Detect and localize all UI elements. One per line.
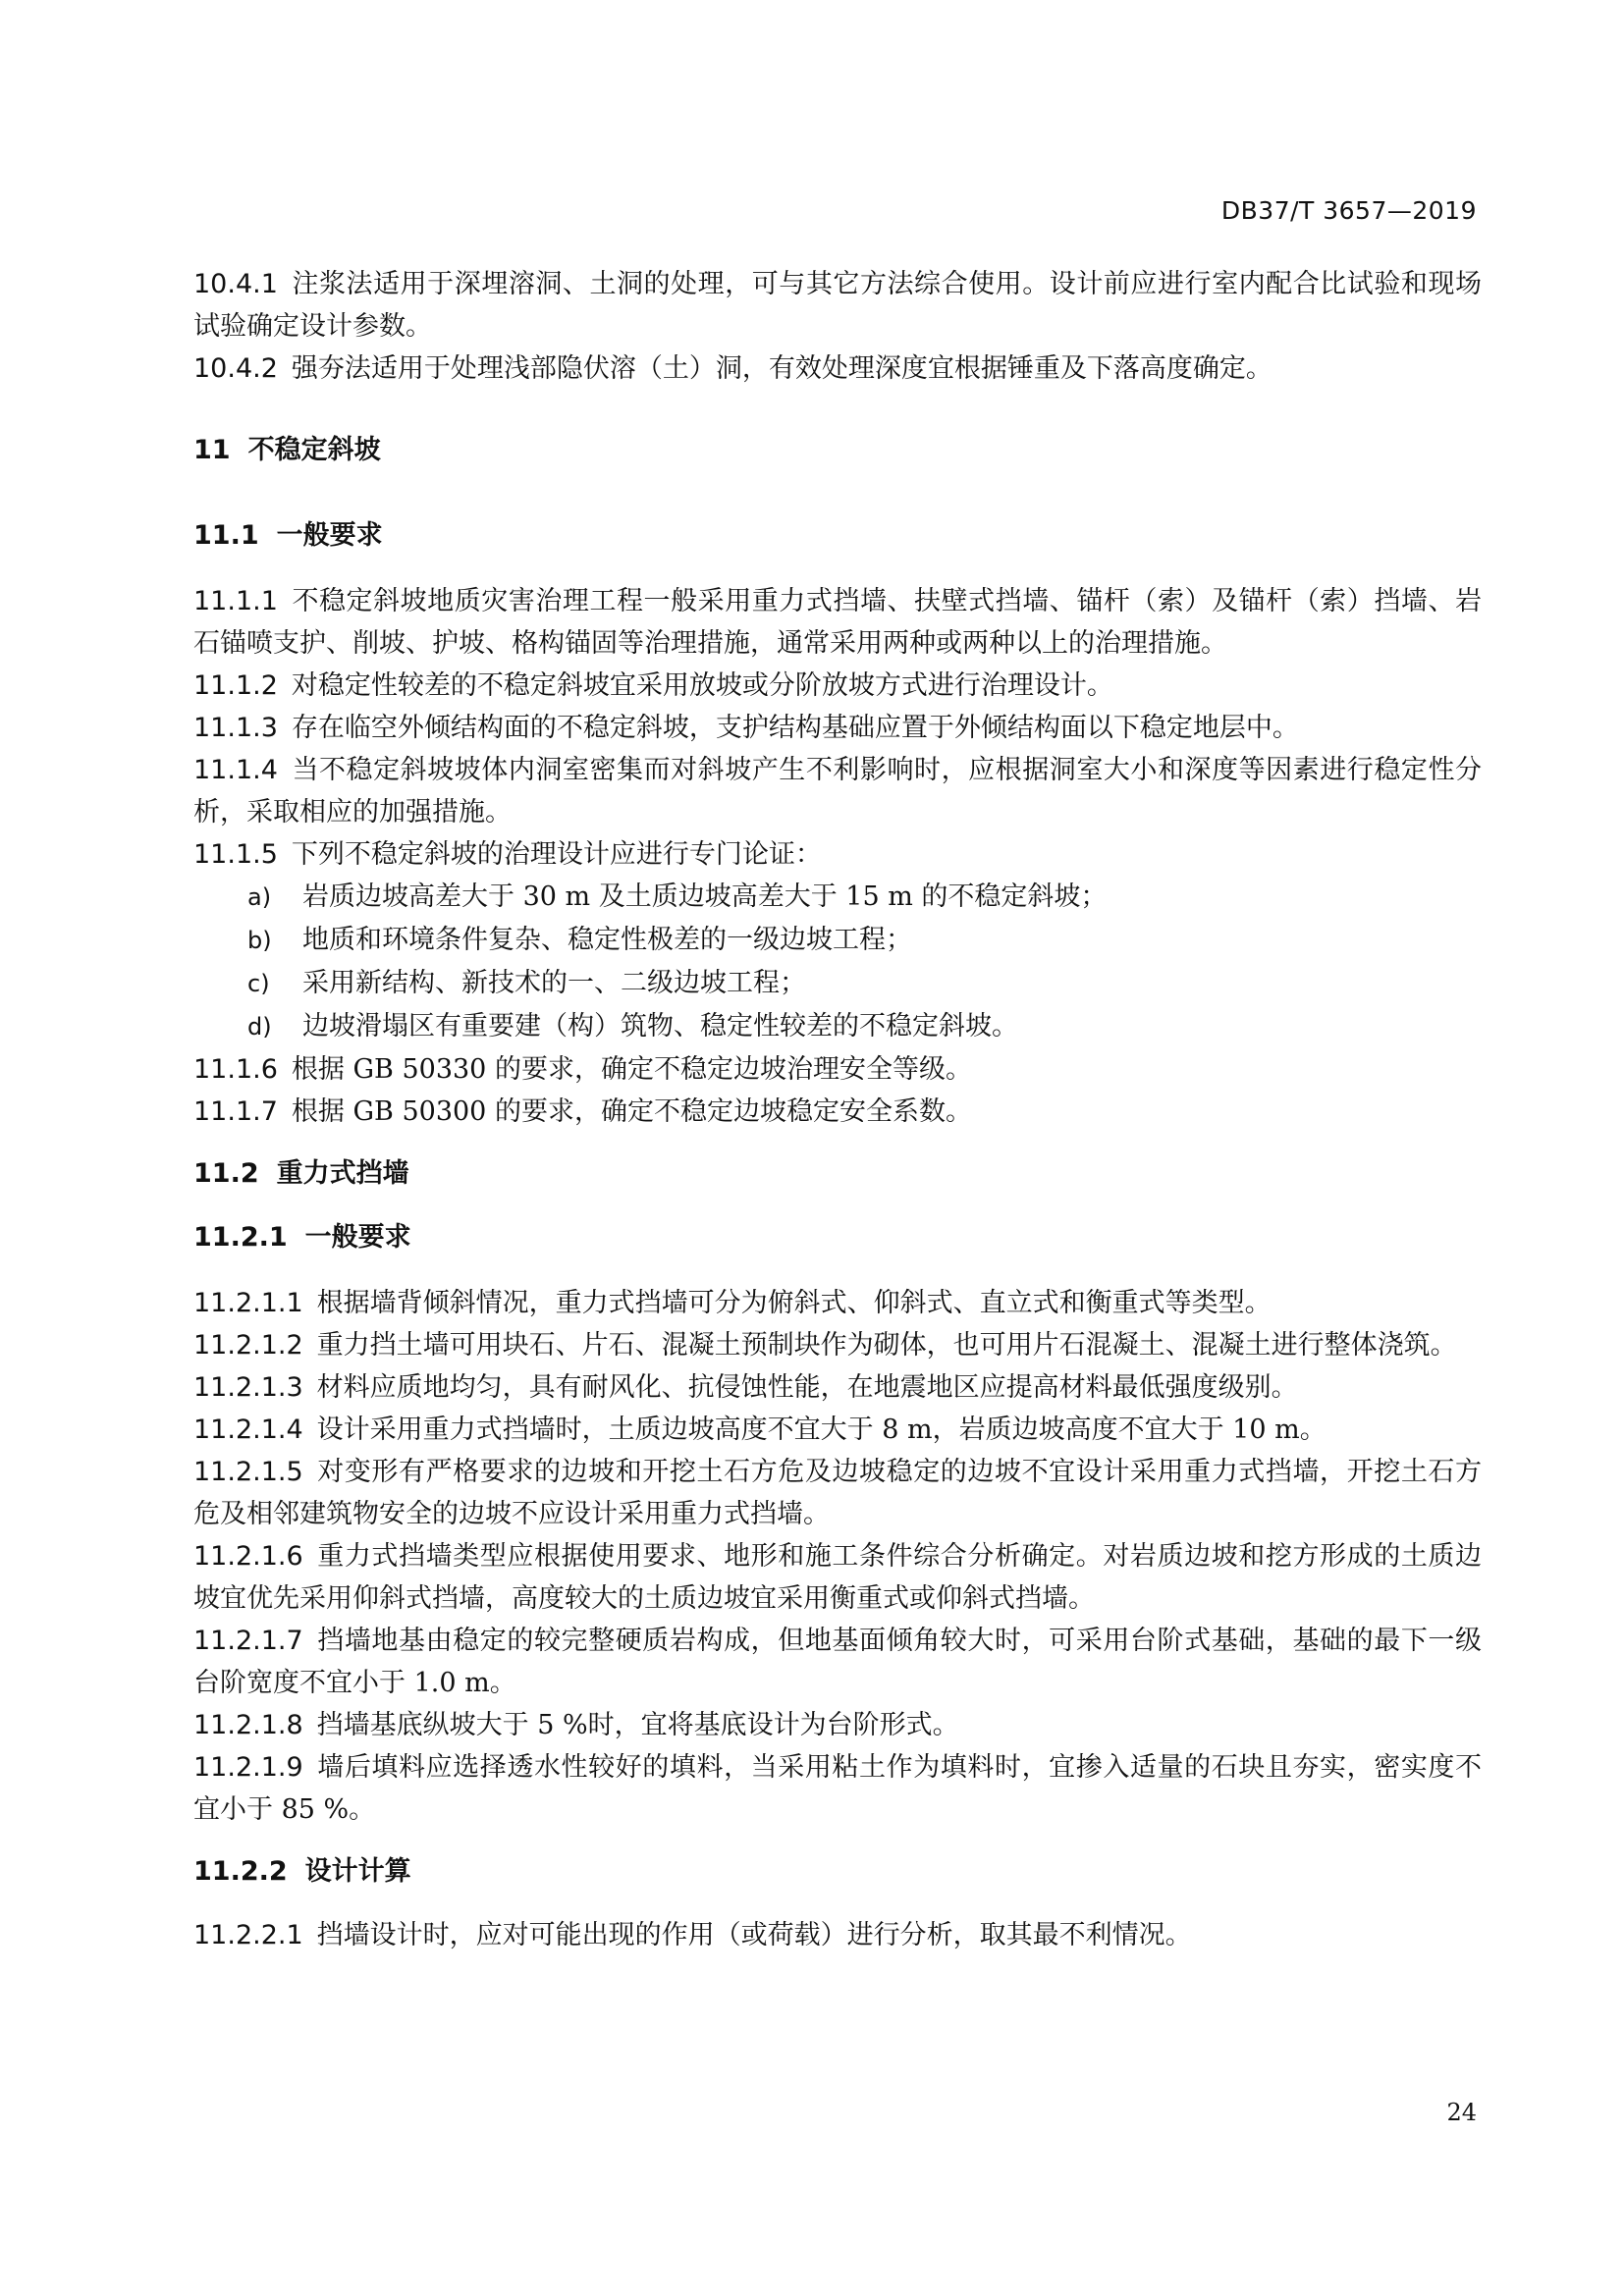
subsection-heading-11-2-2 bbox=[193, 1850, 1482, 1893]
clause-number: 11.2.1.9 bbox=[193, 1752, 303, 1783]
clause-number: 11.2.1.4 bbox=[193, 1415, 303, 1445]
clause-number: 11.2.1.3 bbox=[193, 1372, 303, 1403]
clause-11-2-1-3 bbox=[193, 1366, 1482, 1409]
clause-number: 10.4.1 bbox=[193, 269, 278, 299]
clause-text: 不稳定斜坡地质灾害治理工程一般采用重力式挡墙、扶壁式挡墙、锚杆（索）及锚杆（索）挡墙、岩石锚喷支护、削坡、护坡、格构锚固等治理措施，通常采用两种或两种以上的治理措施。 bbox=[193, 586, 1482, 659]
clause-number: 11.2.1.2 bbox=[193, 1330, 303, 1361]
clause-text: 挡墙基底纵坡大于 5 %时，宜将基底设计为台阶形式。 bbox=[316, 1710, 959, 1740]
clause-text: 重力挡土墙可用块石、片石、混凝土预制块作为砌体，也可用片石混凝土、混凝土进行整体浇筑。 bbox=[316, 1330, 1457, 1361]
clause-text: 对变形有严格要求的边坡和开挖土石方危及边坡稳定的边坡不宜设计采用重力式挡墙，开挖土石方危及相邻建筑物安全的边坡不应设计采用重力式挡墙。 bbox=[193, 1457, 1482, 1529]
clause-number: 11.1.3 bbox=[193, 713, 278, 743]
clause-number: 11.1.5 bbox=[193, 839, 278, 870]
heading-text: 一般要求 bbox=[304, 1222, 411, 1253]
heading-text: 一般要求 bbox=[276, 520, 383, 551]
list-item-a bbox=[193, 876, 1482, 919]
clause-11-1-5 bbox=[193, 833, 1482, 876]
clause-number: 11.1.6 bbox=[193, 1054, 278, 1085]
list-label: d) bbox=[247, 1013, 272, 1041]
list-item-b bbox=[193, 919, 1482, 962]
section-heading-11-2 bbox=[193, 1152, 1482, 1195]
clause-11-2-1-9 bbox=[193, 1746, 1482, 1831]
clause-number: 10.4.2 bbox=[193, 353, 278, 384]
heading-number: 11.2.1 bbox=[193, 1222, 288, 1253]
clause-11-2-1-7 bbox=[193, 1620, 1482, 1704]
clause-text: 根据 GB 50330 的要求，确定不稳定边坡治理安全等级。 bbox=[291, 1054, 972, 1085]
clause-text: 对稳定性较差的不稳定斜坡宜采用放坡或分阶放坡方式进行治理设计。 bbox=[291, 670, 1113, 701]
clause-11-2-1-1 bbox=[193, 1282, 1482, 1324]
clause-number: 11.2.1.7 bbox=[193, 1626, 303, 1656]
heading-number: 11.2 bbox=[193, 1158, 259, 1189]
list-label: c) bbox=[247, 970, 270, 997]
document-body bbox=[193, 263, 1482, 1956]
clause-text: 存在临空外倾结构面的不稳定斜坡，支护结构基础应置于外倾结构面以下稳定地层中。 bbox=[291, 713, 1299, 743]
list-item-c bbox=[193, 962, 1482, 1005]
list-text: 岩质边坡高差大于 30 m 及土质边坡高差大于 15 m 的不稳定斜坡； bbox=[302, 881, 1108, 912]
clause-number: 11.1.7 bbox=[193, 1096, 278, 1127]
clause-number: 11.1.1 bbox=[193, 586, 278, 616]
clause-text: 根据 GB 50300 的要求，确定不稳定边坡稳定安全系数。 bbox=[291, 1096, 972, 1127]
clause-11-2-1-8 bbox=[193, 1704, 1482, 1746]
clause-text: 重力式挡墙类型应根据使用要求、地形和施工条件综合分析确定。对岩质边坡和挖方形成的土质边坡宜优先采用仰斜式挡墙，高度较大的土质边坡宜采用衡重式或仰斜式挡墙。 bbox=[193, 1541, 1482, 1614]
list-label: b) bbox=[247, 927, 272, 954]
clause-text: 根据墙背倾斜情况，重力式挡墙可分为俯斜式、仰斜式、直立式和衡重式等类型。 bbox=[316, 1288, 1272, 1318]
clause-11-1-1 bbox=[193, 580, 1482, 665]
heading-number: 11 bbox=[193, 435, 231, 465]
clause-11-2-1-2 bbox=[193, 1324, 1482, 1366]
heading-number: 11.1 bbox=[193, 520, 259, 551]
clause-text: 挡墙设计时，应对可能出现的作用（或荷载）进行分析，取其最不利情况。 bbox=[316, 1920, 1192, 1950]
subsection-heading-11-2-1 bbox=[193, 1216, 1482, 1258]
heading-text: 不稳定斜坡 bbox=[247, 435, 381, 465]
clause-number: 11.2.1.6 bbox=[193, 1541, 303, 1572]
heading-number: 11.2.2 bbox=[193, 1856, 288, 1887]
clause-text: 墙后填料应选择透水性较好的填料，当采用粘土作为填料时，宜掺入适量的石块且夯实，密实度不宜小于 85 %。 bbox=[193, 1752, 1482, 1825]
page-number: 24 bbox=[1446, 2099, 1477, 2126]
clause-11-1-7 bbox=[193, 1091, 1482, 1133]
chapter-heading-11 bbox=[193, 429, 1482, 471]
clause-11-2-1-4 bbox=[193, 1409, 1482, 1451]
clause-number: 11.1.2 bbox=[193, 670, 278, 701]
clause-text: 当不稳定斜坡坡体内洞室密集而对斜坡产生不利影响时，应根据洞室大小和深度等因素进行稳定性分析，采取相应的加强措施。 bbox=[193, 755, 1482, 828]
clause-11-1-4 bbox=[193, 749, 1482, 833]
page-header-doc-code: DB37/T 3657—2019 bbox=[1220, 196, 1477, 225]
clause-text: 材料应质地均匀，具有耐风化、抗侵蚀性能，在地震地区应提高材料最低强度级别。 bbox=[316, 1372, 1298, 1403]
clause-10-4-2 bbox=[193, 347, 1482, 390]
clause-11-1-6 bbox=[193, 1048, 1482, 1091]
clause-number: 11.2.1.5 bbox=[193, 1457, 303, 1487]
clause-number: 11.2.1.8 bbox=[193, 1710, 303, 1740]
heading-text: 设计计算 bbox=[304, 1856, 411, 1887]
clause-text: 挡墙地基由稳定的较完整硬质岩构成，但地基面倾角较大时，可采用台阶式基础，基础的最下一级台阶宽度不宜小于 1.0 m。 bbox=[193, 1626, 1482, 1698]
clause-number: 11.2.1.1 bbox=[193, 1288, 303, 1318]
heading-text: 重力式挡墙 bbox=[276, 1158, 409, 1189]
clause-11-2-1-5 bbox=[193, 1451, 1482, 1535]
clause-11-2-2-1 bbox=[193, 1914, 1482, 1956]
clause-11-2-1-6 bbox=[193, 1535, 1482, 1620]
clause-text: 注浆法适用于深埋溶洞、土洞的处理，可与其它方法综合使用。设计前应进行室内配合比试验和现场试验确定设计参数。 bbox=[193, 269, 1482, 342]
list-text: 地质和环境条件复杂、稳定性极差的一级边坡工程； bbox=[302, 925, 912, 955]
clause-11-1-2 bbox=[193, 665, 1482, 707]
clause-text: 下列不稳定斜坡的治理设计应进行专门论证： bbox=[291, 839, 822, 870]
clause-11-1-3 bbox=[193, 707, 1482, 749]
clause-number: 11.2.2.1 bbox=[193, 1920, 303, 1950]
clause-text: 设计采用重力式挡墙时，土质边坡高度不宜大于 8 m，岩质边坡高度不宜大于 10 m。 bbox=[316, 1415, 1326, 1445]
list-text: 采用新结构、新技术的一、二级边坡工程； bbox=[302, 968, 806, 998]
clause-10-4-1 bbox=[193, 263, 1482, 347]
clause-number: 11.1.4 bbox=[193, 755, 278, 785]
list-item-d bbox=[193, 1005, 1482, 1048]
section-heading-11-1 bbox=[193, 514, 1482, 557]
clause-text: 强夯法适用于处理浅部隐伏溶（土）洞，有效处理深度宜根据锤重及下落高度确定。 bbox=[291, 353, 1272, 384]
list-text: 边坡滑塌区有重要建（构）筑物、稳定性较差的不稳定斜坡。 bbox=[302, 1011, 1018, 1041]
list-label: a) bbox=[247, 883, 272, 911]
